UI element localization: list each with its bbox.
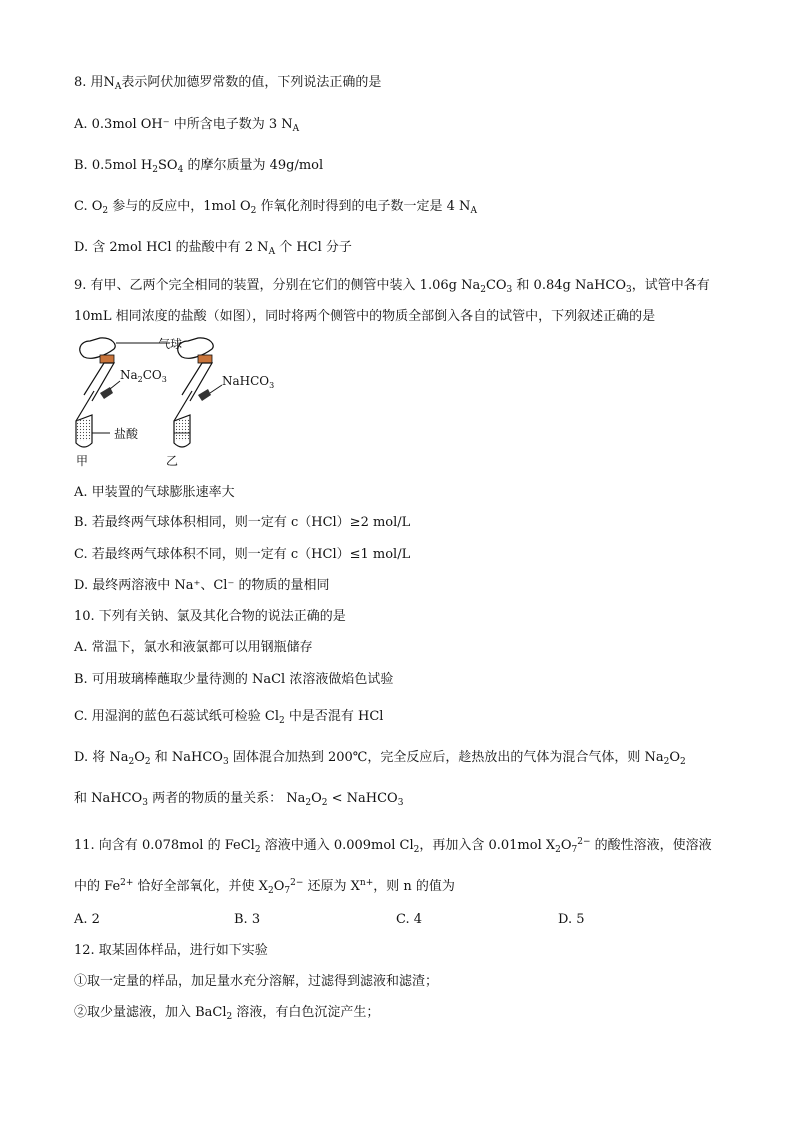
q10-option-c: C. 用湿润的蓝色石蕊试纸可检验 $Cl_2$ 中是否混有 HCl [74,709,384,726]
apparatus-jia [76,338,115,447]
sidearm-yi [198,389,211,401]
q9-option-d: D. 最终两溶液中 Na⁺、Cl⁻ 的物质的量相同 [74,578,330,593]
label-nahco3: NaHCO$_3$ [222,374,275,390]
q11-stem-line2: 中的 $Fe^{2+}$ 恰好全部氧化，并使 $X_2O_7^{2-}$ 还原为 $X^{n+}$，则 n 的值为 [74,878,455,896]
q12-step-2: ②取少量滤液，加入 BaCl$_2$ 溶液，有白色沉淀产生； [74,1005,380,1022]
q10-option-d: D. 将 $Na_2O_2$ 和 NaHCO$_3$ 固体混合加热到 200℃，完全反应后，趁热放出的气体为混合气体，则 $Na_2O_2$ [74,750,686,767]
label-hcl: 盐酸 [114,427,139,441]
q10-option-b: B. 可用玻璃棒蘸取少量待测的 NaCl 浓溶液做焰色试验 [74,672,394,687]
q12-stem: 12. 取某固体样品，进行如下实验 [74,943,268,958]
q12-step-1: ①取一定量的样品，加足量水充分溶解，过滤得到滤液和滤渣； [74,974,439,989]
q11-option-d: D. 5 [558,912,585,927]
q8-option-a: A. 0.3mol OH⁻ 中所含电子数为 3 $N_A$ [74,117,300,134]
q10-option-d-cont: 和 NaHCO$_3$ 两者的物质的量关系： $Na_2O_2$ < NaHCO$_3$ [74,791,404,808]
stopper-jia [100,355,114,363]
q11-stem-line1: 11. 向含有 0.078mol 的 FeCl$_2$ 溶液中通入 0.009mol $Cl_2$，再加入含 0.01mol $X_2O_7^{2-}$ 的酸性溶液，使溶液 [74,837,712,855]
label-balloon: 气球 [158,337,183,351]
q10-option-a: A. 常温下，氯水和液氯都可以用钢瓶储存 [74,640,313,655]
q8-stem: 8. 用$N_A$表示阿伏加德罗常数的值，下列说法正确的是 [74,75,382,92]
q9-stem-line2: 10mL 相同浓度的盐酸（如图），同时将两个侧管中的物质全部倒入各自的试管中，下列叙述正确的是 [74,309,656,324]
q11-option-a: A. 2 [74,912,100,927]
q11-option-c: C. 4 [396,912,423,927]
stopper-yi [198,355,212,363]
q10-stem: 10. 下列有关钠、氯及其化合物的说法正确的是 [74,609,346,624]
q8-option-b: B. 0.5mol $H_2SO_4$ 的摩尔质量为 49g/mol [74,158,324,175]
q8-option-d: D. 含 2mol HCl 的盐酸中有 2 $N_A$ 个 HCl 分子 [74,240,352,257]
q9-apparatus-figure [70,335,300,475]
label-na2co3: $Na_2CO_3$ [120,368,167,384]
q11-option-b: B. 3 [234,912,261,927]
q9-option-b: B. 若最终两气球体积相同，则一定有 c（HCl）≥2 mol/L [74,515,411,530]
q9-option-a: A. 甲装置的气球膨胀速率大 [74,485,235,500]
q9-stem-line1: 9. 有甲、乙两个完全相同的装置，分别在它们的侧管中装入 1.06g $Na_2CO_3$ 和 0.84g NaHCO$_3$，试管中各有 [74,278,710,295]
sidearm-jia [100,387,113,399]
label-yi: 乙 [166,454,179,468]
q9-option-c: C. 若最终两气球体积不同，则一定有 c（HCl）≤1 mol/L [74,547,411,562]
apparatus-yi [174,338,213,447]
q8-option-c: C. $O_2$ 参与的反应中，1mol $O_2$ 作氧化剂时得到的电子数一定是 4 $N_A$ [74,199,477,216]
label-jia: 甲 [76,454,89,468]
